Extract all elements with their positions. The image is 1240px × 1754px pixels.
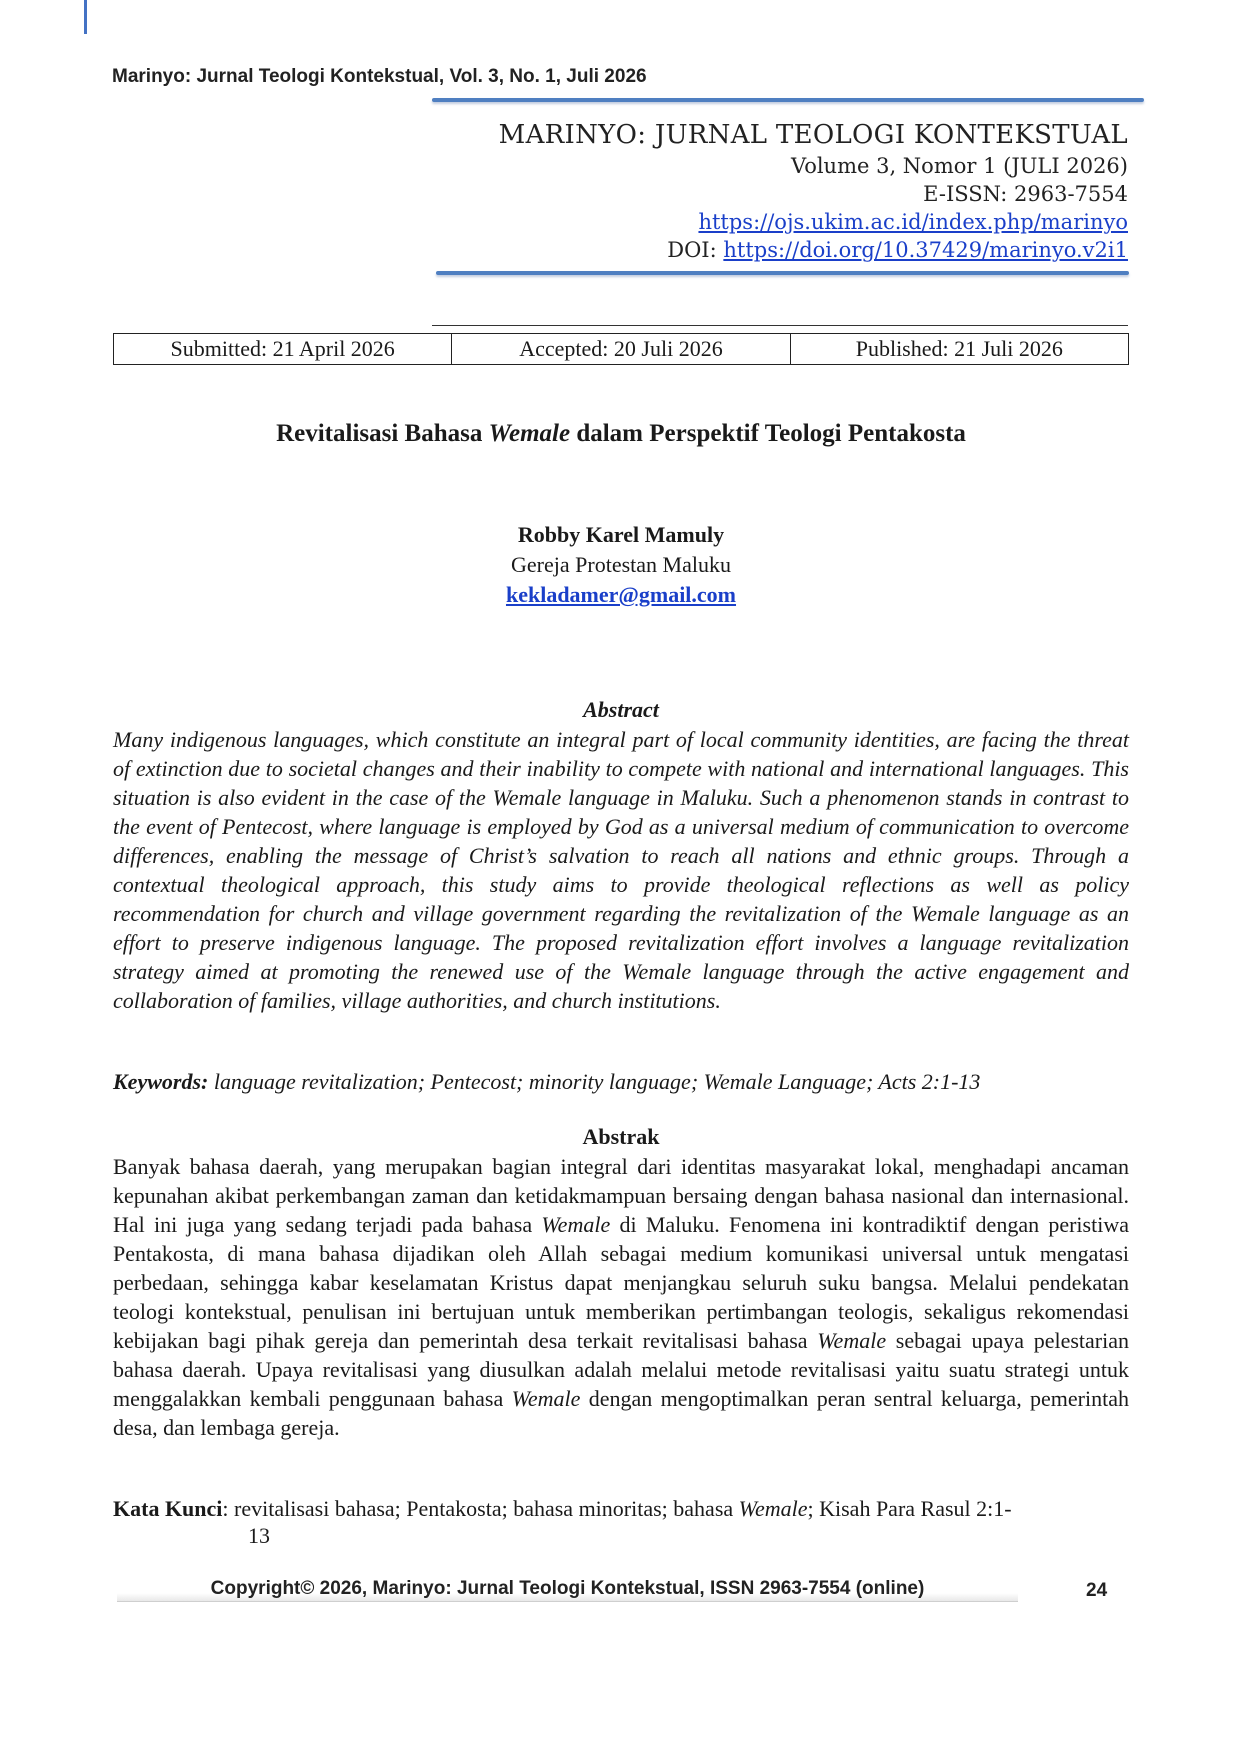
keywords-en bbox=[113, 1067, 1129, 1096]
dates-table bbox=[113, 333, 1129, 365]
submitted-date: Submitted: 21 April 2026 bbox=[170, 336, 395, 361]
keywords-id: Kata Kunci: revitalisasi bahasa; Pentakosta; bahasa minoritas; bahasa Wemale; Kisah Para Rasul 2:1- bbox=[113, 1496, 1012, 1521]
doi-link[interactable]: https://doi.org/10.37429/marinyo.v2i1 bbox=[723, 238, 1128, 262]
running-head: Marinyo: Jurnal Teologi Kontekstual, Vol. 3, No. 1, Juli 2026 bbox=[112, 66, 647, 87]
journal-url-link[interactable]: https://ojs.ukim.ac.id/index.php/marinyo bbox=[698, 210, 1128, 234]
journal-name: MARINYO: JURNAL TEOLOGI KONTEKSTUAL bbox=[498, 120, 1128, 150]
page-number: 24 bbox=[1086, 1580, 1108, 1601]
keywords-id-continuation: 13 bbox=[248, 1523, 270, 1548]
keywords-en-label: Keywords: bbox=[113, 1069, 209, 1094]
article-title: Revitalisasi Bahasa Wemale dalam Perspektif Teologi Pentakosta bbox=[276, 420, 966, 447]
author-email-link[interactable]: kekladamer@gmail.com bbox=[505, 582, 737, 607]
abstract-id-heading: Abstrak bbox=[582, 1124, 660, 1149]
abstract-en-body: Many indigenous languages, which constitute an integral part of local community identities, are facing the threat of extinction due to societal changes and their inability to compete with national and international languages. This situation is also evident in the case of the Wemale language in Maluku. Such a phenomenon stands in contrast to the event of Pentecost, where language is employed by God as a universal medium of communication to overcome differences, enabling the message of Christ’s salvation to reach all nations and ethnic groups. Through a contextual theological approach, this study aims to provide theological reflections as well as policy recommendation for church and village government regarding the revitalization of the Wemale language as an effort to preserve indigenous language. The proposed revitalization effort involves a language revitalization strategy aimed at promoting the renewed use of the Wemale language through the active engagement and collaboration of families, village authorities, and church institutions. bbox=[113, 727, 1129, 1013]
dates-separator-line bbox=[432, 325, 1128, 326]
author-block bbox=[113, 520, 1129, 610]
author-name: Robby Karel Mamuly bbox=[517, 522, 725, 547]
published-date: Published: 21 Juli 2026 bbox=[790, 334, 1128, 364]
keywords-id-label: Kata Kunci bbox=[113, 1496, 223, 1521]
doi-label: DOI: bbox=[667, 238, 724, 262]
header-rule-bottom bbox=[436, 271, 1129, 275]
accepted-date: Accepted: 20 Juli 2026 bbox=[451, 334, 789, 364]
footer-copyright: Copyright© 2026, Marinyo: Jurnal Teologi Kontekstual, ISSN 2963-7554 (online) bbox=[210, 1578, 925, 1599]
abstract-id-body: Banyak bahasa daerah, yang merupakan bagian integral dari identitas masyarakat lokal, menghadapi ancaman kepunahan akibat perkembangan zaman dan ketidakmampuan bersaing dengan bahasa nasional dan internasional. Hal ini juga yang sedang terjadi pada bahasa Wemale di Maluku. Fenomena ini kontradiktif dengan peristiwa Pentakosta, di mana bahasa dijadikan oleh Allah sebagai medium komunikasi universal untuk mengatasi perbedaan, sehingga kabar keselamatan Kristus dapat menjangkau seluruh suku bangsa. Melalui pendekatan teologi kontekstual, penulisan ini bertujuan untuk memberikan pertimbangan teologis, sekaligus rekomendasi kebijakan bagi pihak gereja dan pemerintah desa terkait revitalisasi bahasa Wemale sebagai upaya pelestarian bahasa daerah. Upaya revitalisasi yang diusulkan adalah melalui metode revitalisasi yaitu suatu strategi untuk menggalakkan kembali penggunaan bahasa Wemale dengan mengoptimalkan peran sentral keluarga, pemerintah desa, dan lembaga gereja. bbox=[113, 1154, 1129, 1440]
keywords-en-text: language revitalization; Pentecost; minority language; Wemale Language; Acts 2:1-13 bbox=[208, 1069, 981, 1094]
journal-issn: E-ISSN: 2963-7554 bbox=[923, 182, 1128, 206]
abstract-en-heading: Abstract bbox=[583, 697, 659, 722]
left-margin-mark bbox=[84, 0, 87, 34]
journal-info-block bbox=[499, 118, 1128, 264]
author-affiliation: Gereja Protestan Maluku bbox=[511, 552, 731, 577]
journal-volume: Volume 3, Nomor 1 (JULI 2026) bbox=[790, 154, 1128, 178]
header-rule-top bbox=[432, 98, 1144, 102]
